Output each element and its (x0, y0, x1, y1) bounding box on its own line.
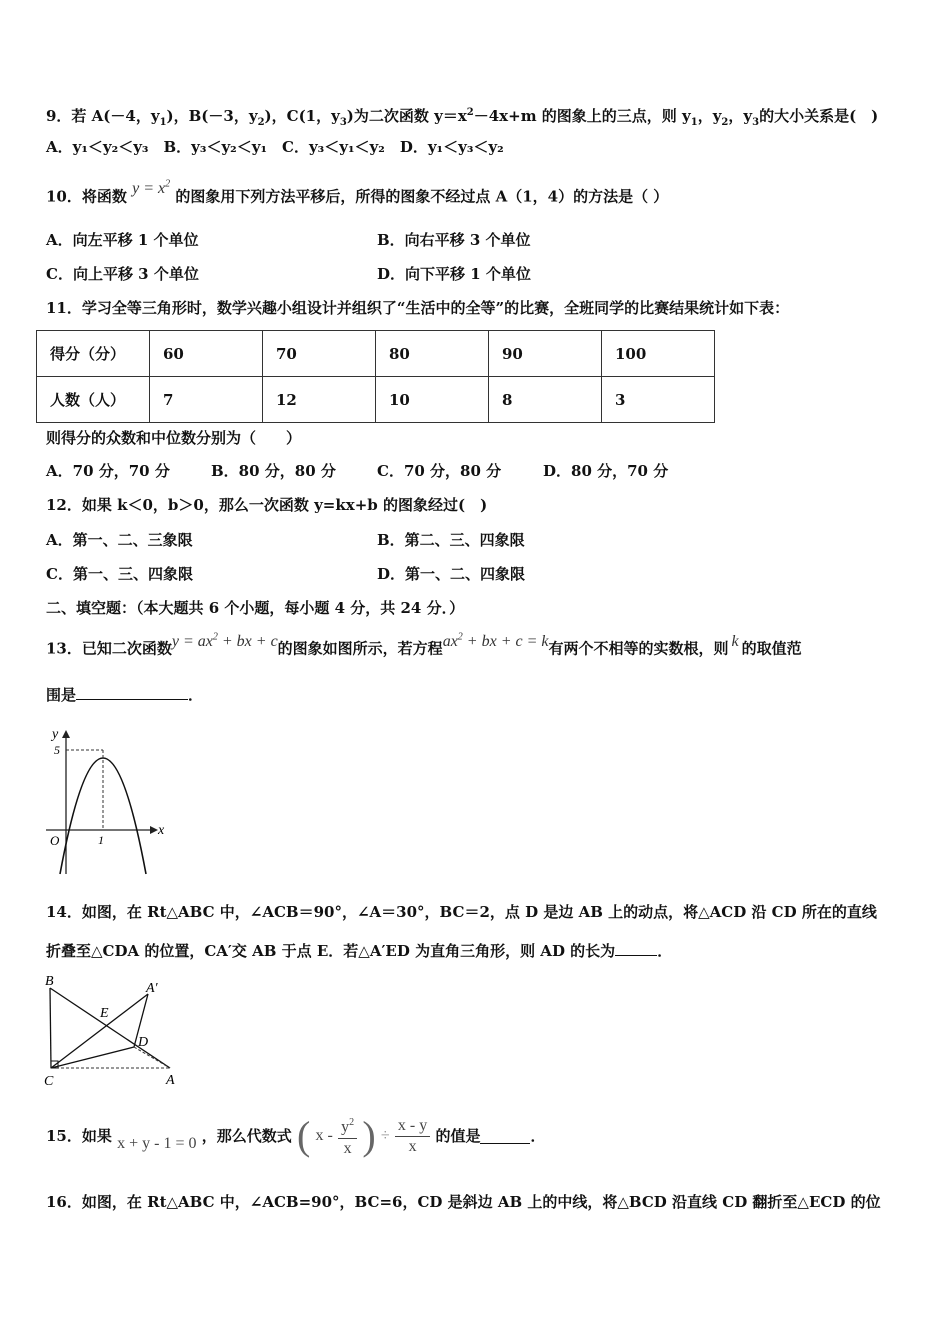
label-a-prime: A′ (146, 981, 158, 996)
q13-equation: $ax^2$ + bx + c = k (442, 632, 549, 651)
q12-option-a: A．第一、二、三象限 (46, 531, 193, 549)
y-axis-label: y (52, 727, 59, 742)
label-e: E (100, 1006, 109, 1021)
x-tick-1: 1 (98, 833, 104, 847)
table-cell: 12 (263, 377, 376, 423)
question-12-stem: 12．如果 k＜0，b＞0，那么一次函数 y=kx+b 的图象经过( ) (46, 496, 488, 514)
question-10-stem: 10．将函数 $y = x^2$ 的图象用下列方法平移后，所得的图象不经过点 A（1，4）的方法是（ ） (46, 179, 669, 206)
table-row (37, 377, 715, 423)
answer-blank[interactable] (615, 941, 657, 956)
label-a: A (166, 1073, 175, 1088)
label-d: D (138, 1035, 149, 1050)
origin-label: O (50, 833, 60, 848)
table-cell: 100 (602, 331, 715, 377)
fraction-y2-over-x: $\frac{y^2}{x}$ (338, 1113, 357, 1158)
question-14-line2: 折叠至△CDA 的位置，CA′交 AB 于点 E．若△A′ED 为直角三角形，则 AD 的长为 ． (46, 942, 673, 960)
q11-option-a: A．70 分，70 分 (46, 462, 170, 480)
q15-condition: x + y - 1 = 0 (117, 1135, 197, 1152)
segment-da (134, 1047, 170, 1068)
question-13-stem: 13．已知二次函数$y = ax^2$ + bx + c的图象如图所示，若方程$ax^2$ + bx + c = k有两个不相等的实数根，则 k 的取值范 (46, 632, 802, 658)
table-cell: 10 (376, 377, 489, 423)
question-14-line1: 14．如图，在 Rt△ABC 中，∠ACB＝90°，∠A＝30°，BC＝2，点 D 是边 AB 上的动点，将△ACD 沿 CD 所在的直线 (46, 903, 877, 921)
q10-option-b: B．向右平移 3 个单位 (377, 231, 531, 249)
segment-cd (51, 1047, 134, 1068)
q10-option-a: A．向左平移 1 个单位 (46, 231, 199, 249)
y-axis-arrow (62, 730, 70, 738)
segment-bc (50, 988, 51, 1068)
question-15: 15．如果 x + y - 1 = 0 ，那么代数式 ( x - $\frac{y^2}{x}$ ) ÷ $\frac{x - y}{x}$ 的值是 ． (46, 1113, 546, 1158)
answer-blank[interactable] (76, 685, 188, 700)
question-11-question: 则得分的众数和中位数分别为（ ） (46, 429, 302, 447)
table-cell: 80 (376, 331, 489, 377)
segment-ba (50, 988, 170, 1068)
q15-expression-x: x - (315, 1127, 333, 1144)
fraction-xy-over-x: $\frac{x - y}{x}$ (395, 1116, 430, 1157)
score-table (36, 330, 715, 423)
question-16-line1: 16．如图，在 Rt△ABC 中，∠ACB=90°，BC=6，CD 是斜边 AB 上的中线，将△BCD 沿直线 CD 翻折至△ECD 的位 (46, 1193, 881, 1211)
parabola-graph (40, 724, 170, 880)
table-row (37, 331, 715, 377)
x-axis-label: x (158, 823, 165, 838)
question-9-stem: 9．若 A(－4，$y_1$)，B(－3，$y_2$)，C(1，$y_3$)为二次函数 $y=x^2-4x+m$ 的图象上的三点，则 $y_1$，$y_2$，$y_3$的大小关系是( ) (46, 107, 879, 128)
division-sign: ÷ (380, 1127, 390, 1144)
label-c: C (44, 1074, 54, 1089)
q10-option-c: C．向上平移 3 个单位 (46, 265, 199, 283)
question-11-stem: 11．学习全等三角形时，数学兴趣小组设计并组织了“生活中的全等”的比赛，全班同学的比赛结果统计如下表： (46, 299, 790, 317)
table-cell: 人数（人） (37, 377, 150, 423)
right-paren: ) (362, 1113, 376, 1158)
q13-k: k (731, 633, 739, 651)
q11-option-c: C．70 分，80 分 (377, 462, 502, 480)
x-axis-arrow (150, 826, 158, 834)
table-cell: 7 (150, 377, 263, 423)
triangle-figure (40, 972, 185, 1090)
q12-option-c: C．第一、三、四象限 (46, 565, 193, 583)
answer-blank[interactable] (480, 1129, 530, 1144)
section-2-heading: 二、填空题：（本大题共 6 个小题，每小题 4 分，共 24 分．） (46, 599, 465, 617)
table-cell: 8 (489, 377, 602, 423)
q11-option-d: D．80 分，70 分 (543, 462, 669, 480)
left-paren: ( (296, 1113, 311, 1158)
q11-option-b: B．80 分，80 分 (211, 462, 336, 480)
q10-formula: $y = x^2$ (132, 179, 171, 198)
table-cell: 得分（分） (37, 331, 150, 377)
y-tick-5: 5 (54, 743, 60, 757)
q12-option-d: D．第一、二、四象限 (377, 565, 526, 583)
question-13-line2: 围是 ． (46, 686, 204, 704)
q10-option-d: D．向下平移 1 个单位 (377, 265, 531, 283)
table-cell: 3 (602, 377, 715, 423)
table-cell: 60 (150, 331, 263, 377)
table-cell: 90 (489, 331, 602, 377)
table-cell: 70 (263, 331, 376, 377)
label-b: B (45, 974, 54, 989)
q13-function: $y = ax^2$ + bx + c (171, 632, 278, 651)
q12-option-b: B．第二、三、四象限 (377, 531, 525, 549)
question-9-options: A．y₁＜y₂＜y₃ B．y₃＜y₂＜y₁ C．y₃＜y₁＜y₂ D．y₁＜y₃＜y₂ (46, 138, 504, 156)
